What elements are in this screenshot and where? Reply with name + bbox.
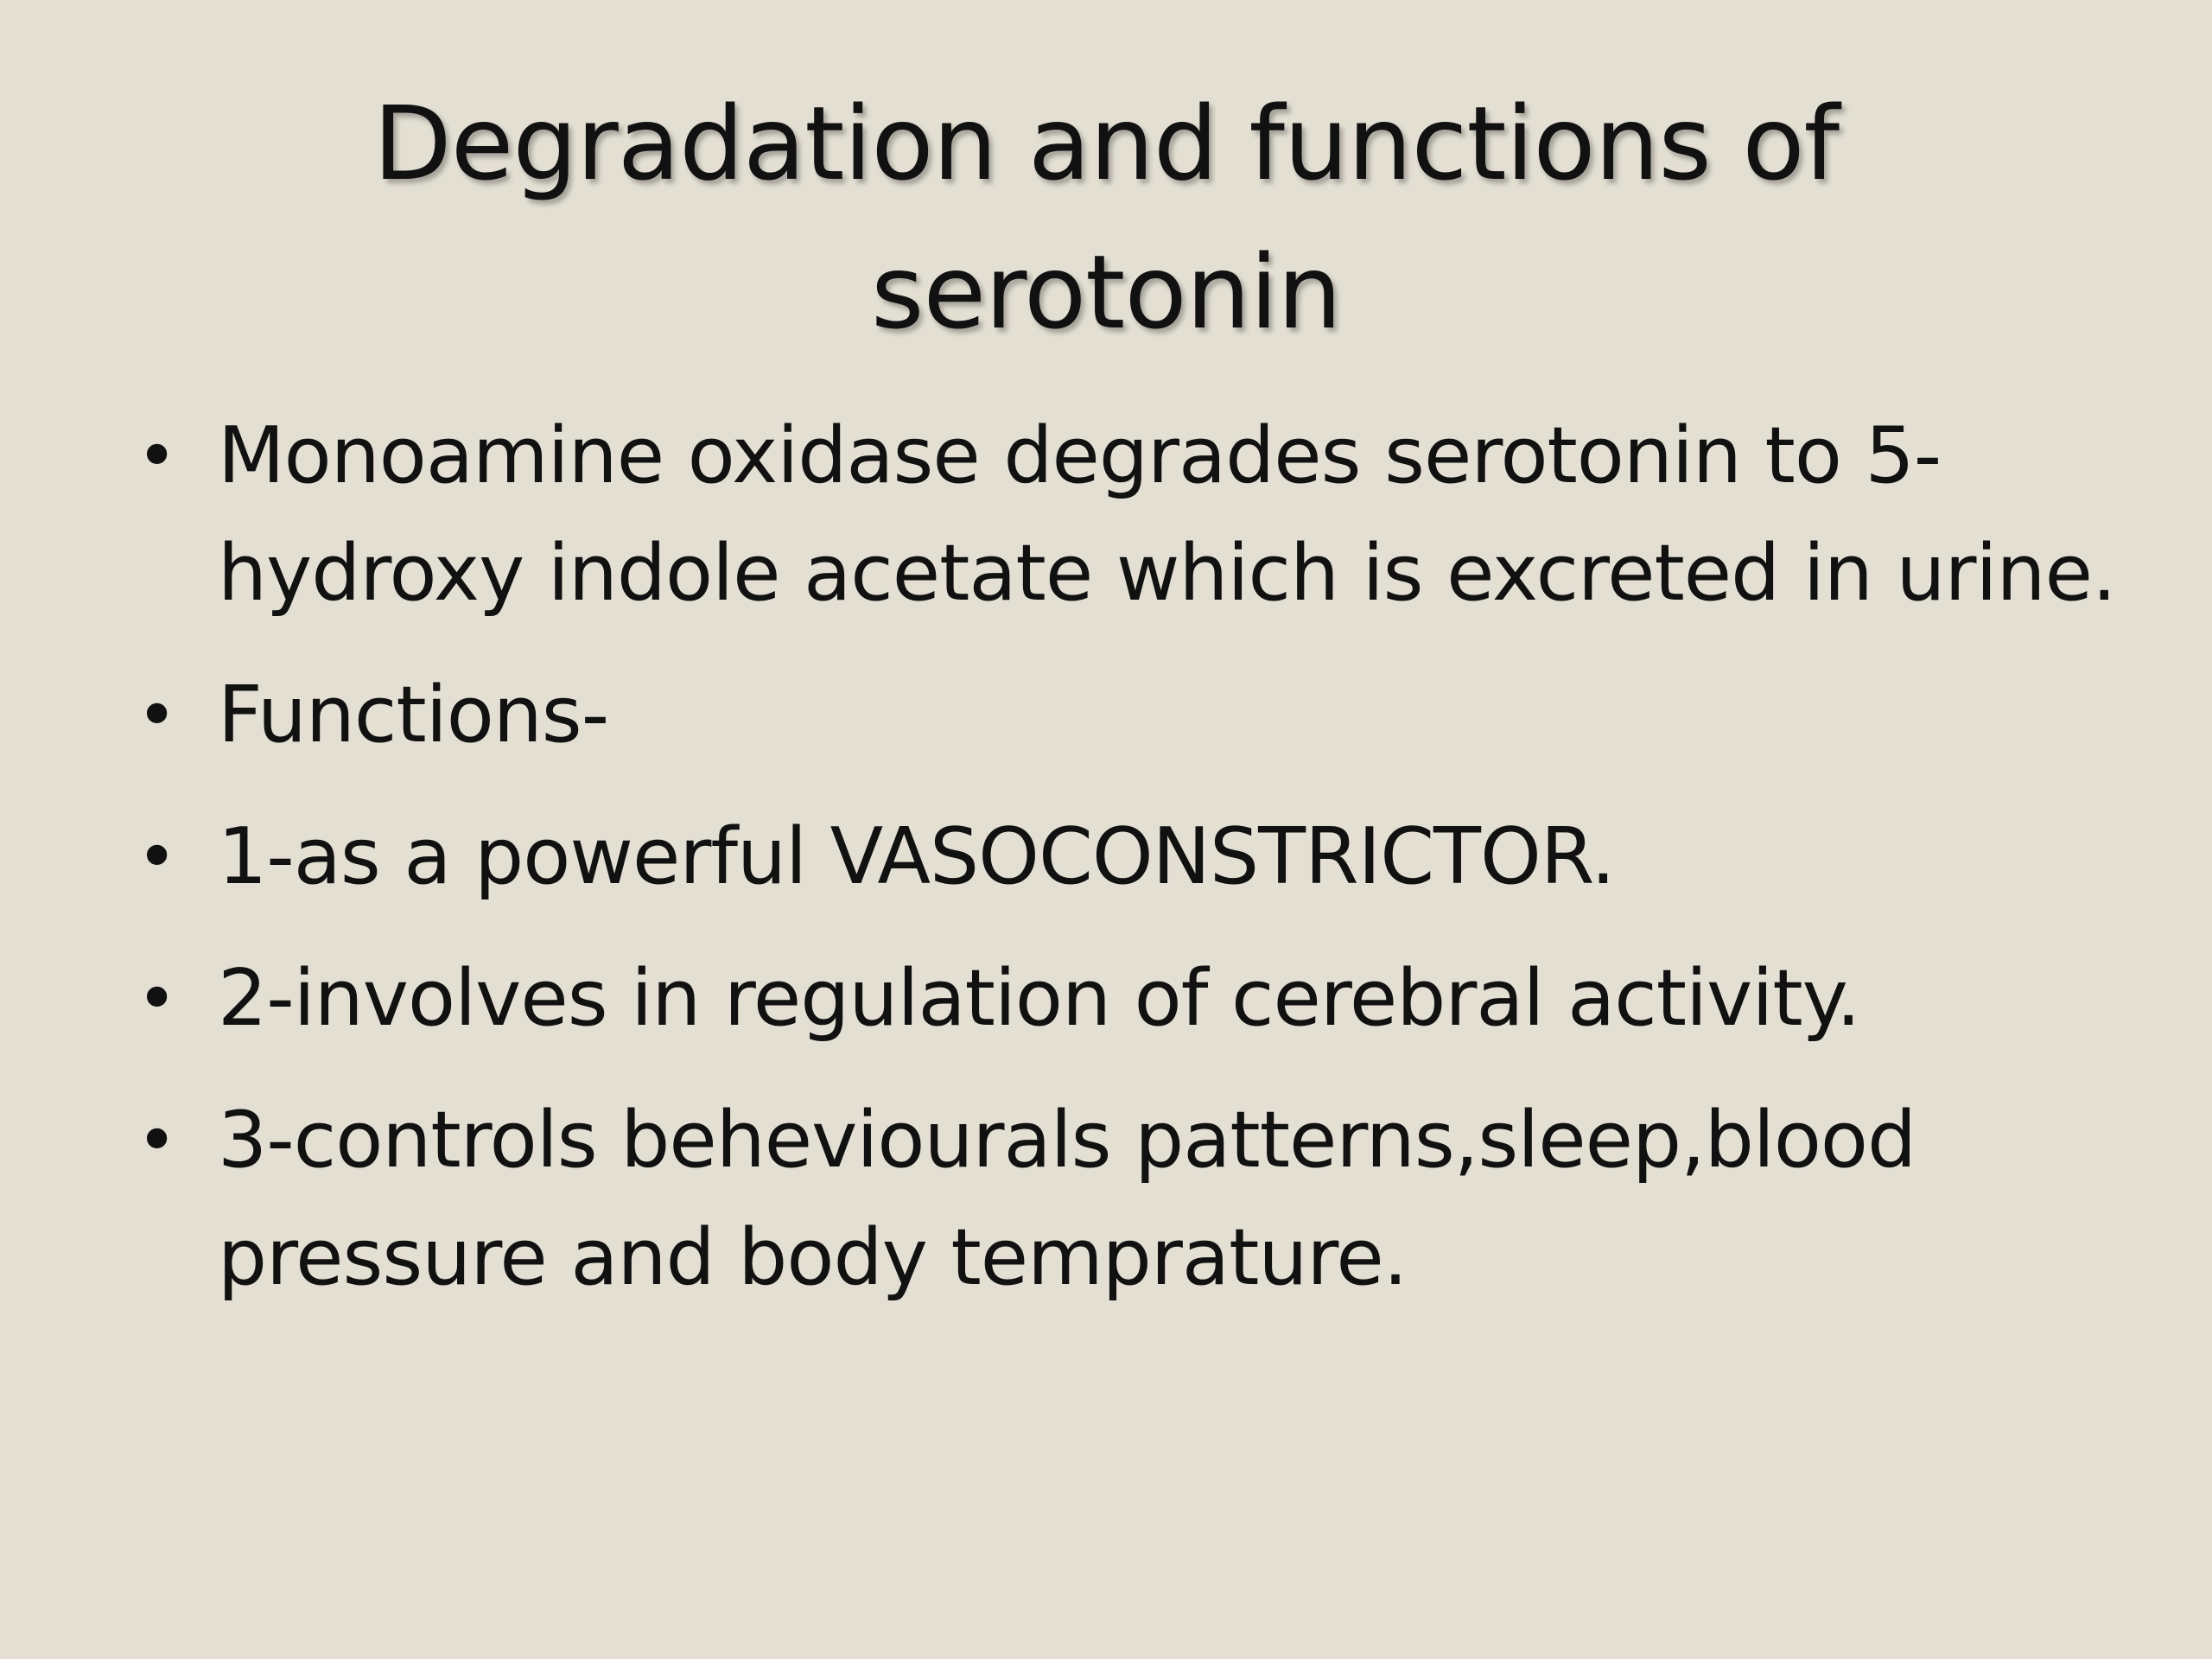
bullet-item-function-1 (130, 798, 2117, 916)
bullet-text: 3-controls beheviourals patterns,sleep,blood pressure and body temprature. (218, 1095, 1916, 1303)
slide-title-line-1: Degradation and functions of (372, 84, 1840, 203)
bullet-marker: • (137, 1100, 177, 1180)
bullet-item-function-2 (130, 940, 2117, 1058)
bullet-marker: • (137, 958, 177, 1039)
slide-title (156, 69, 2056, 366)
bullet-item-functions (130, 657, 2117, 774)
bullet-item-degradation (130, 397, 2117, 632)
bullet-text: Functions- (218, 670, 609, 760)
bullet-text: Monoamine oxidase degrades serotonin to 5-hydroxy indole acetate which is excreted in urine. (218, 410, 2116, 619)
slide-title-line-2: serotonin (870, 232, 1341, 352)
bullet-marker: • (137, 416, 177, 496)
bullet-item-function-3 (130, 1082, 2117, 1317)
bullet-text: 2-involves in regulation of cerebral activity. (218, 953, 1860, 1044)
bullet-marker: • (137, 817, 177, 897)
bullet-text: 1-as a powerful VASOCONSTRICTOR. (218, 811, 1615, 902)
bullet-list (130, 397, 2117, 1341)
bullet-marker: • (137, 675, 177, 755)
